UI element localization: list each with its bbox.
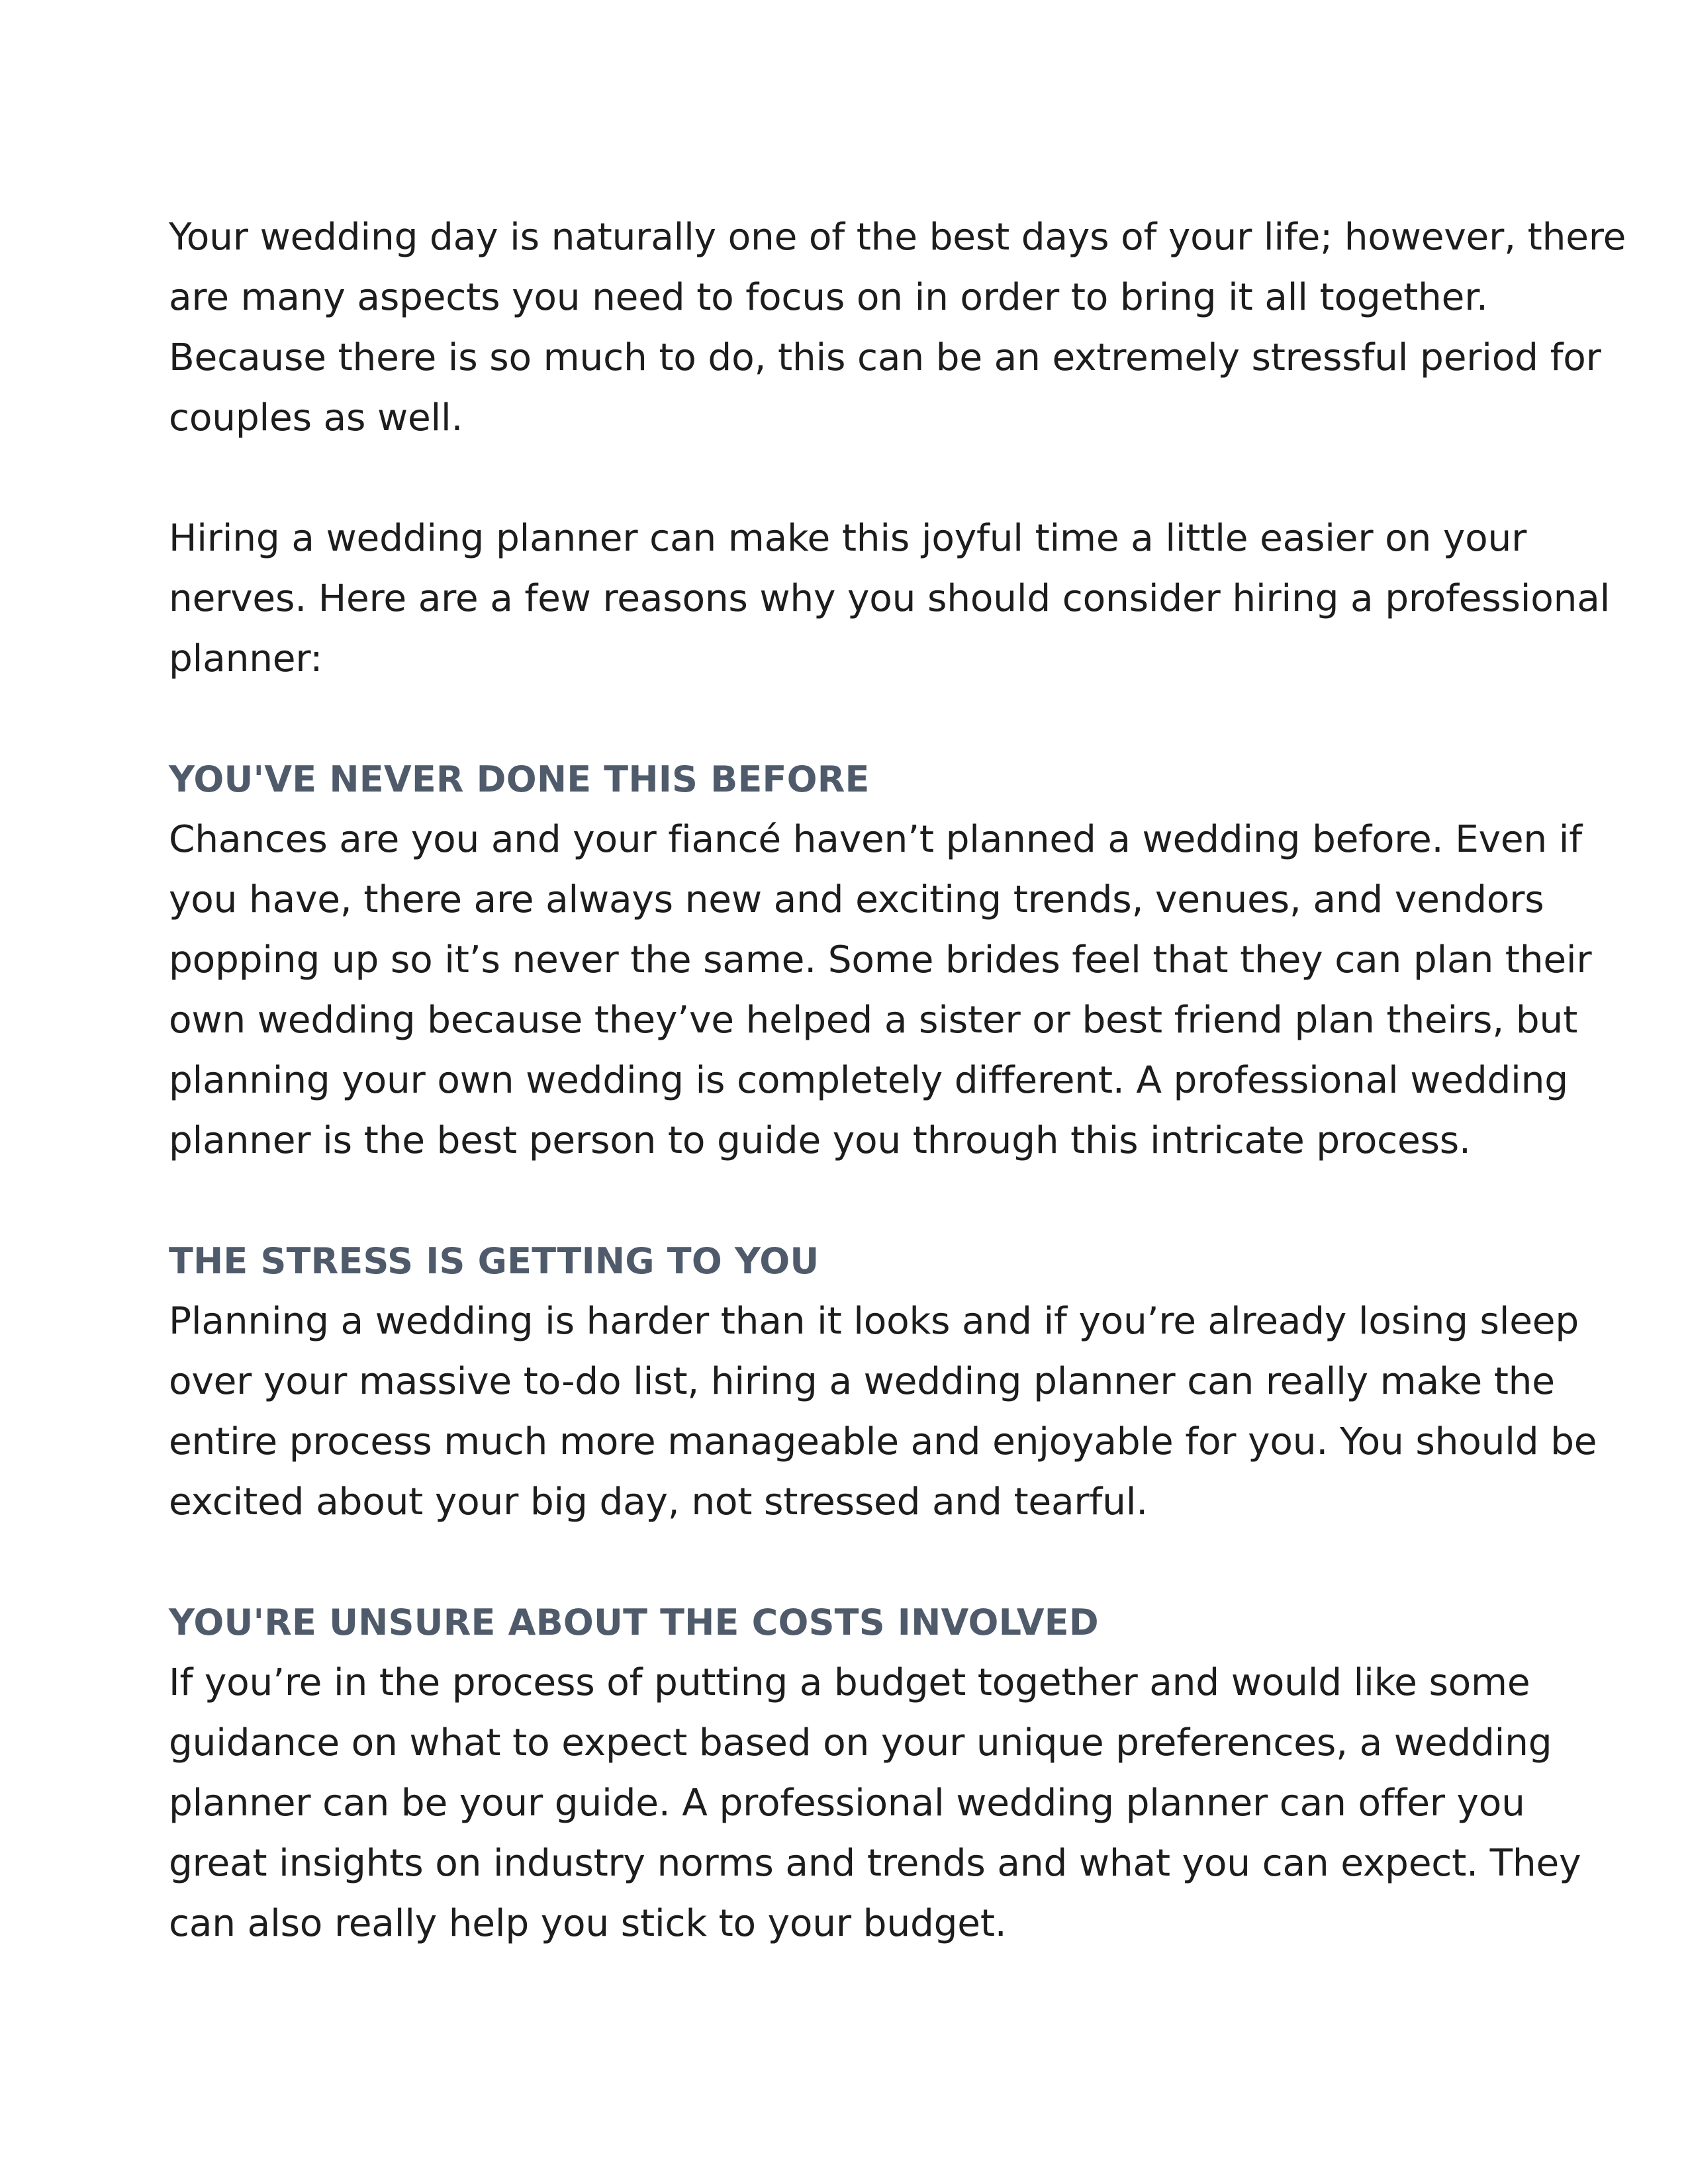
text-line: planner can be your guide. A professional wedding planner can offer you [169,1782,1525,1825]
text-line: planner: [169,637,323,680]
text-line: are many aspects you need to focus on in order to bring it all together. [169,276,1488,319]
section-heading-stress: THE STRESS IS GETTING TO YOU [169,1240,820,1282]
text-line: popping up so it’s never the same. Some brides feel that they can plan their [169,938,1592,981]
paragraph-spacer [169,1532,1519,1592]
paragraph-spacer [169,689,1519,749]
section-body-never-done [169,809,1592,1171]
text-line: Hiring a wedding planner can make this joyful time a little easier on your [169,517,1527,560]
text-line: Your wedding day is naturally one of the best days of your life; however, there [169,216,1626,259]
text-line: nerves. Here are a few reasons why you should consider hiring a professional [169,577,1611,620]
document-body [169,207,1626,1954]
text-line: Because there is so much to do, this can be an extremely stressful period for [169,336,1601,379]
section-heading-never-done: YOU'VE NEVER DONE THIS BEFORE [169,758,870,800]
text-line: you have, there are always new and exciting trends, venues, and vendors [169,878,1544,921]
text-line: over your massive to-do list, hiring a wedding planner can really make the [169,1360,1555,1403]
text-line: guidance on what to expect based on your unique preferences, a wedding [169,1721,1552,1764]
paragraph-spacer [169,1171,1519,1231]
intro-paragraph-1 [169,207,1626,448]
text-line: can also really help you stick to your budget. [169,1902,1007,1945]
text-line: If you’re in the process of putting a budget together and would like some [169,1661,1530,1704]
text-line: great insights on industry norms and trends and what you can expect. They [169,1842,1581,1885]
intro-paragraph-2 [169,508,1611,689]
text-line: own wedding because they’ve helped a sister or best friend plan theirs, but [169,999,1578,1042]
paragraph-spacer [169,448,1519,508]
section-heading-costs: YOU'RE UNSURE ABOUT THE COSTS INVOLVED [169,1602,1099,1643]
section-body-costs [169,1653,1581,1954]
text-line: excited about your big day, not stressed and tearful. [169,1480,1148,1524]
text-line: Planning a wedding is harder than it looks and if you’re already losing sleep [169,1300,1579,1343]
text-line: planning your own wedding is completely different. A professional wedding [169,1059,1568,1102]
section-body-stress [169,1291,1597,1532]
text-line: Chances are you and your fiancé haven’t planned a wedding before. Even if [169,818,1582,861]
text-line: entire process much more manageable and enjoyable for you. You should be [169,1420,1597,1463]
text-line: couples as well. [169,396,463,439]
text-line: planner is the best person to guide you through this intricate process. [169,1119,1471,1162]
